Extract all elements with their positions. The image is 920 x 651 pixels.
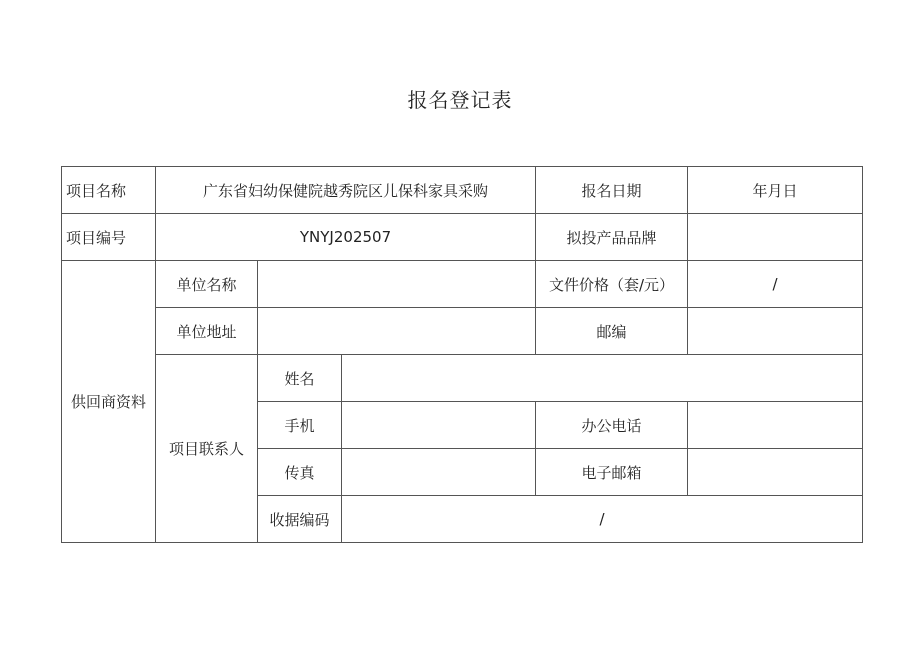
postcode-label: 邮编 <box>536 308 688 355</box>
project-number-label: 项目编号 <box>62 214 156 261</box>
mobile-field[interactable] <box>342 402 536 449</box>
registration-table <box>61 166 863 543</box>
fax-label: 传真 <box>258 449 342 496</box>
page-title: 报名登记表 <box>407 88 513 112</box>
brand-value-field[interactable] <box>688 214 863 261</box>
mobile-label: 手机 <box>258 402 342 449</box>
company-name-label: 单位名称 <box>156 261 258 308</box>
brand-label: 拟投产品品牌 <box>536 214 688 261</box>
receipt-label: 收据编码 <box>258 496 342 543</box>
supplier-section-label: 供回商资料 <box>62 261 156 543</box>
row-project-number <box>62 214 863 261</box>
row-contact-name <box>62 355 863 402</box>
signup-date-label: 报名日期 <box>536 167 688 214</box>
signup-date-value[interactable]: 年月日 <box>688 167 863 214</box>
company-name-field[interactable] <box>258 261 536 308</box>
name-field[interactable] <box>342 355 863 402</box>
project-name-value: 广东省妇幼保健院越秀院区儿保科家具采购 <box>156 167 536 214</box>
email-field[interactable] <box>688 449 863 496</box>
office-phone-field[interactable] <box>688 402 863 449</box>
contact-label: 项目联系人 <box>156 355 258 543</box>
postcode-field[interactable] <box>688 308 863 355</box>
row-company-address <box>62 308 863 355</box>
email-label: 电子邮箱 <box>536 449 688 496</box>
company-address-field[interactable] <box>258 308 536 355</box>
row-company-name <box>62 261 863 308</box>
receipt-value: / <box>342 496 863 543</box>
row-project-name <box>62 167 863 214</box>
fax-field[interactable] <box>342 449 536 496</box>
doc-price-label: 文件价格（套/元） <box>536 261 688 308</box>
project-number-value: YNYJ202507 <box>156 214 536 261</box>
project-name-label: 项目名称 <box>62 167 156 214</box>
doc-price-value: / <box>688 261 863 308</box>
name-label: 姓名 <box>258 355 342 402</box>
office-phone-label: 办公电话 <box>536 402 688 449</box>
company-address-label: 单位地址 <box>156 308 258 355</box>
